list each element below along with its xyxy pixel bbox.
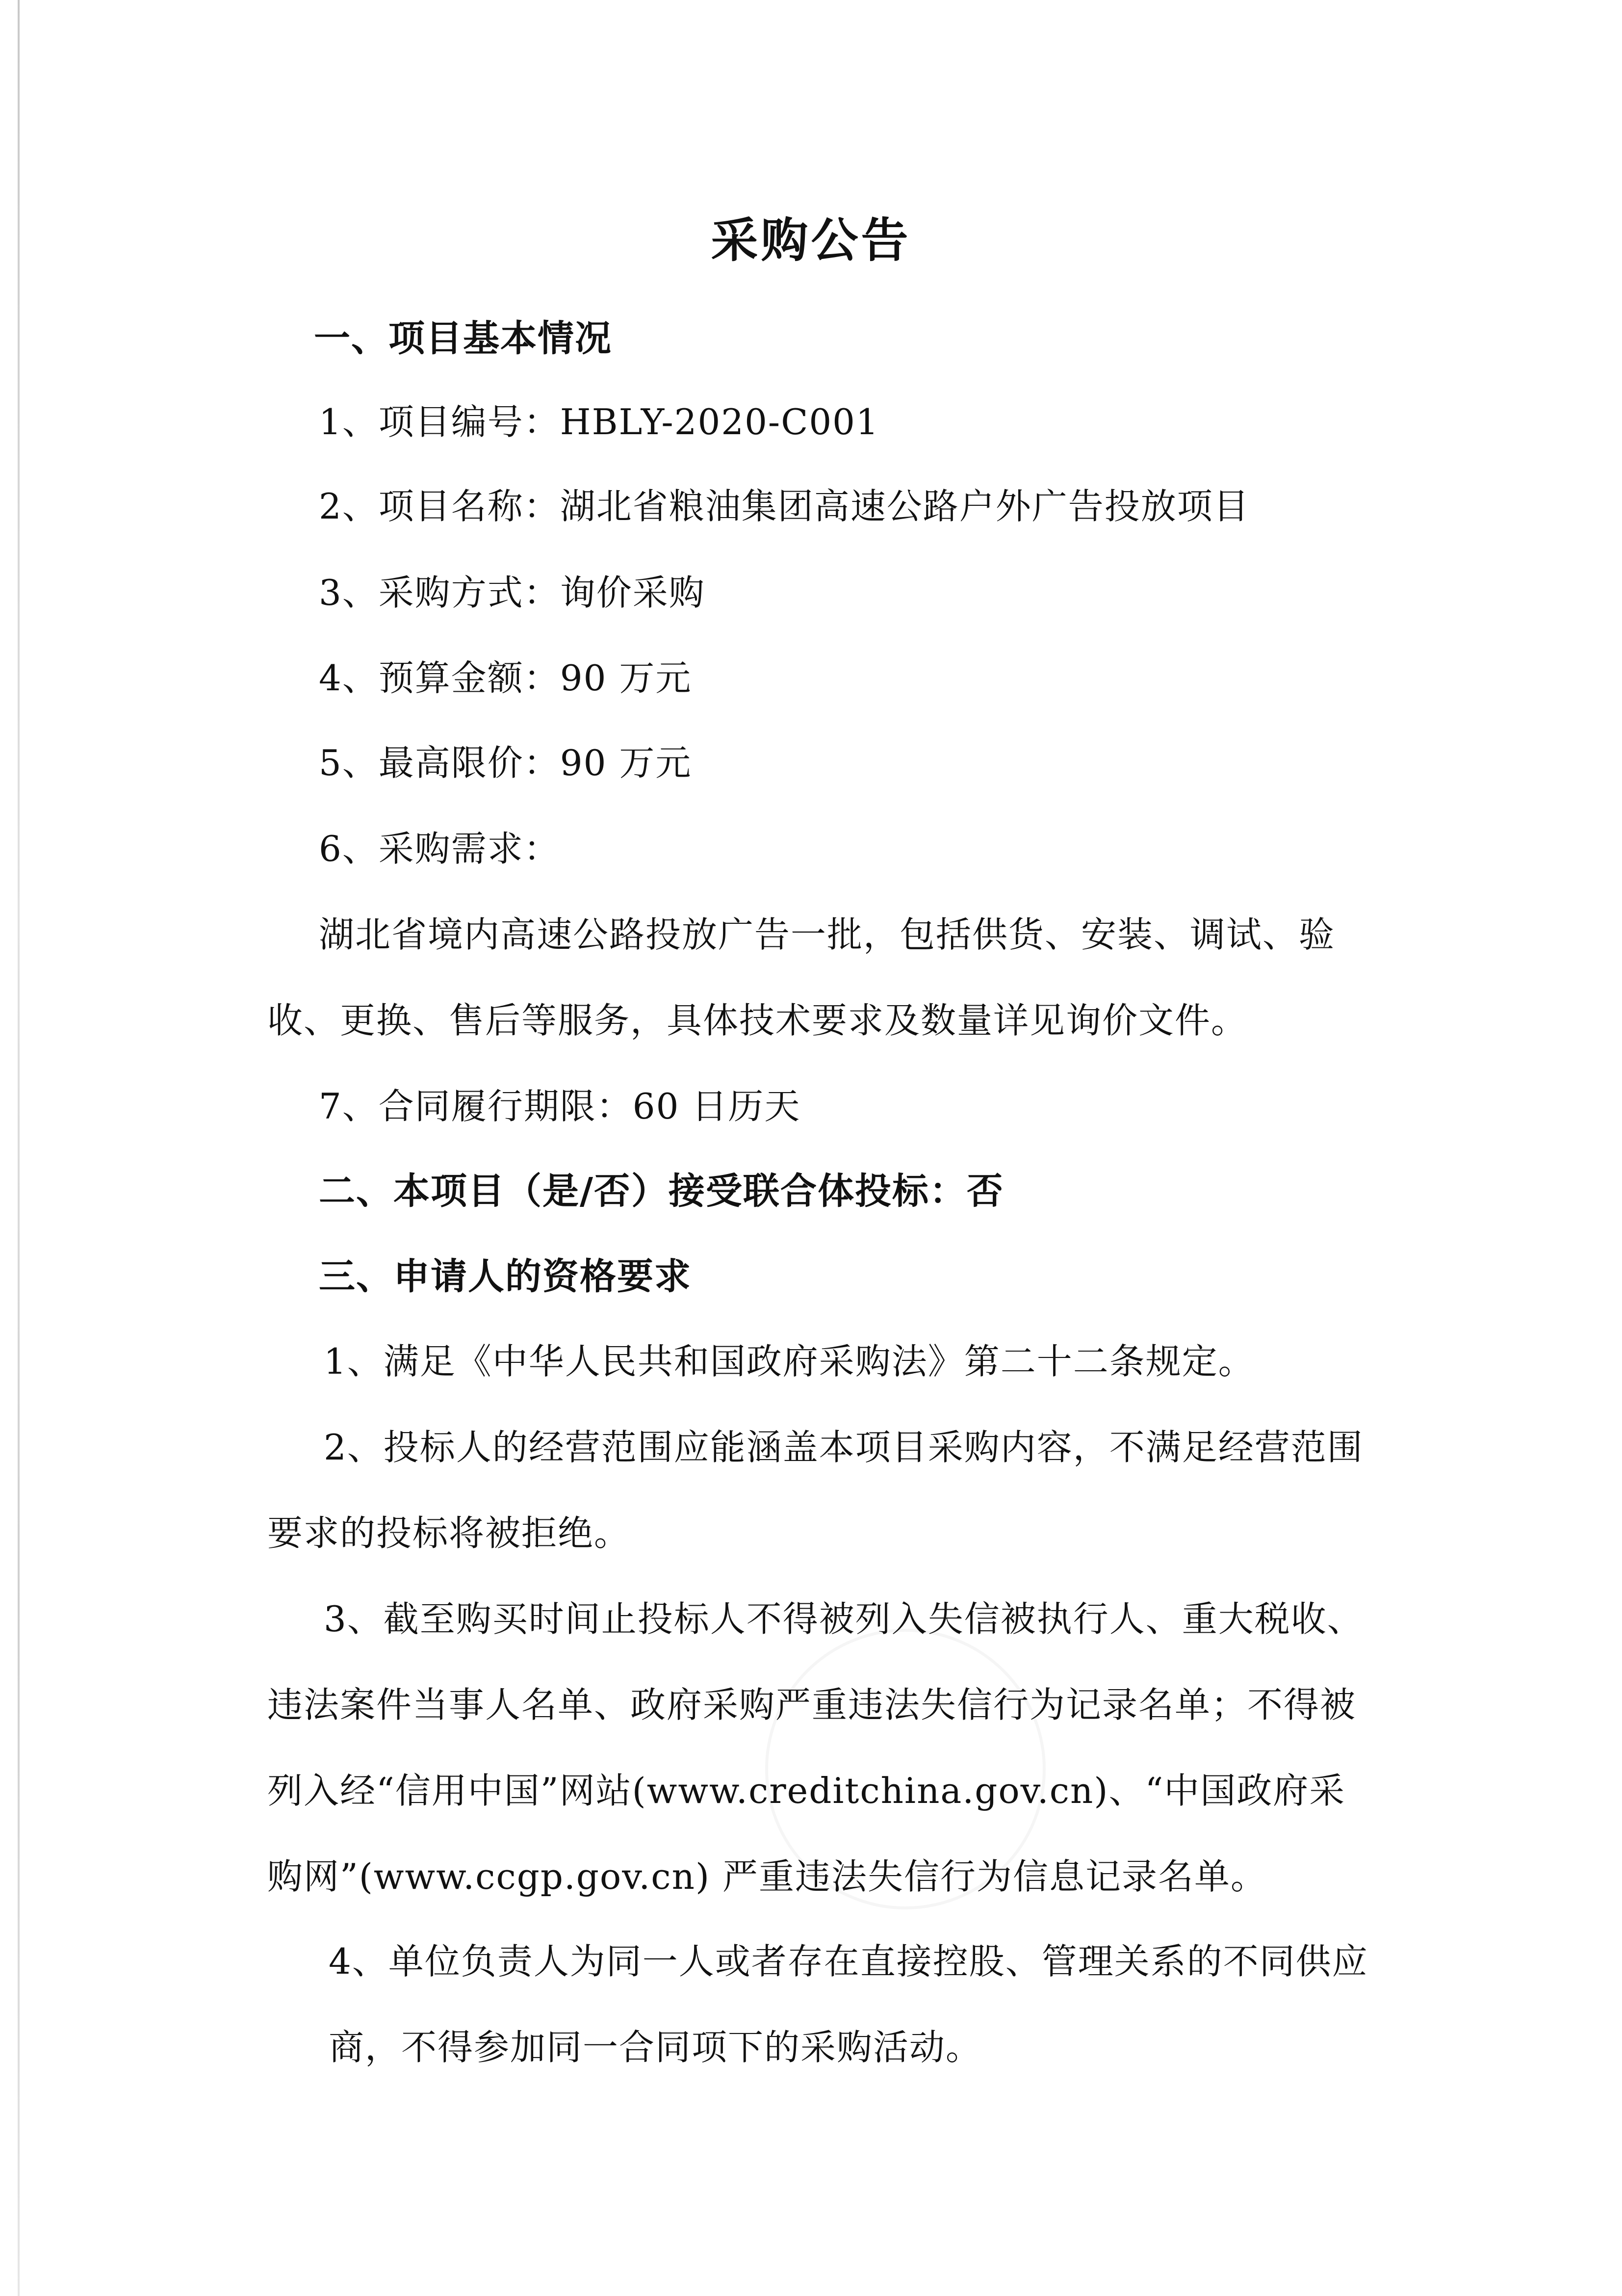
page-title: 采购公告 xyxy=(711,213,911,268)
requirement-2-line-2: 要求的投标将被拒绝。 xyxy=(267,1513,631,1554)
item-procurement-demand: 6、采购需求： xyxy=(319,828,560,869)
item-procurement-method: 3、采购方式：询价采购 xyxy=(319,572,705,613)
section-heading-basic-info: 一、项目基本情况 xyxy=(314,317,612,360)
item-project-number: 1、项目编号：HBLY-2020-C001 xyxy=(319,401,879,443)
requirement-3-line-3: 列入经“信用中国”网站(www.creditchina.gov.cn)、“中国政府采 xyxy=(267,1770,1346,1811)
requirement-3-line-1: 3、截至购买时间止投标人不得被列入失信被执行人、重大税收、 xyxy=(324,1598,1364,1640)
item-contract-period: 7、合同履行期限：60 日历天 xyxy=(319,1086,801,1127)
requirement-4-line-2: 商，不得参加同一合同项下的采购活动。 xyxy=(329,2027,982,2068)
demand-text-line-1: 湖北省境内高速公路投放广告一批，包括供货、安装、调试、验 xyxy=(319,914,1336,955)
requirement-3-line-4: 购网”(www.ccgp.gov.cn) 严重违法失信行为信息记录名单。 xyxy=(267,1856,1267,1897)
demand-text-line-2: 收、更换、售后等服务，具体技术要求及数量详见询价文件。 xyxy=(267,1000,1248,1041)
section-heading-consortium: 二、本项目（是/否）接受联合体投标：否 xyxy=(319,1170,1004,1212)
section-heading-qualifications: 三、申请人的资格要求 xyxy=(319,1255,692,1298)
requirement-3-line-2: 违法案件当事人名单、政府采购严重违法失信行为记录名单；不得被 xyxy=(267,1684,1357,1725)
requirement-2-line-1: 2、投标人的经营范围应能涵盖本项目采购内容，不满足经营范围 xyxy=(324,1427,1364,1468)
item-budget-amount: 4、预算金额：90 万元 xyxy=(319,657,692,699)
item-project-name: 2、项目名称：湖北省粮油集团高速公路户外广告投放项目 xyxy=(319,486,1250,527)
requirement-4-line-1: 4、单位负责人为同一人或者存在直接控股、管理关系的不同供应 xyxy=(329,1941,1368,1982)
item-max-price: 5、最高限价：90 万元 xyxy=(319,742,692,783)
scan-edge-line xyxy=(18,0,20,2296)
requirement-1: 1、满足《中华人民共和国政府采购法》第二十二条规定。 xyxy=(324,1341,1255,1382)
